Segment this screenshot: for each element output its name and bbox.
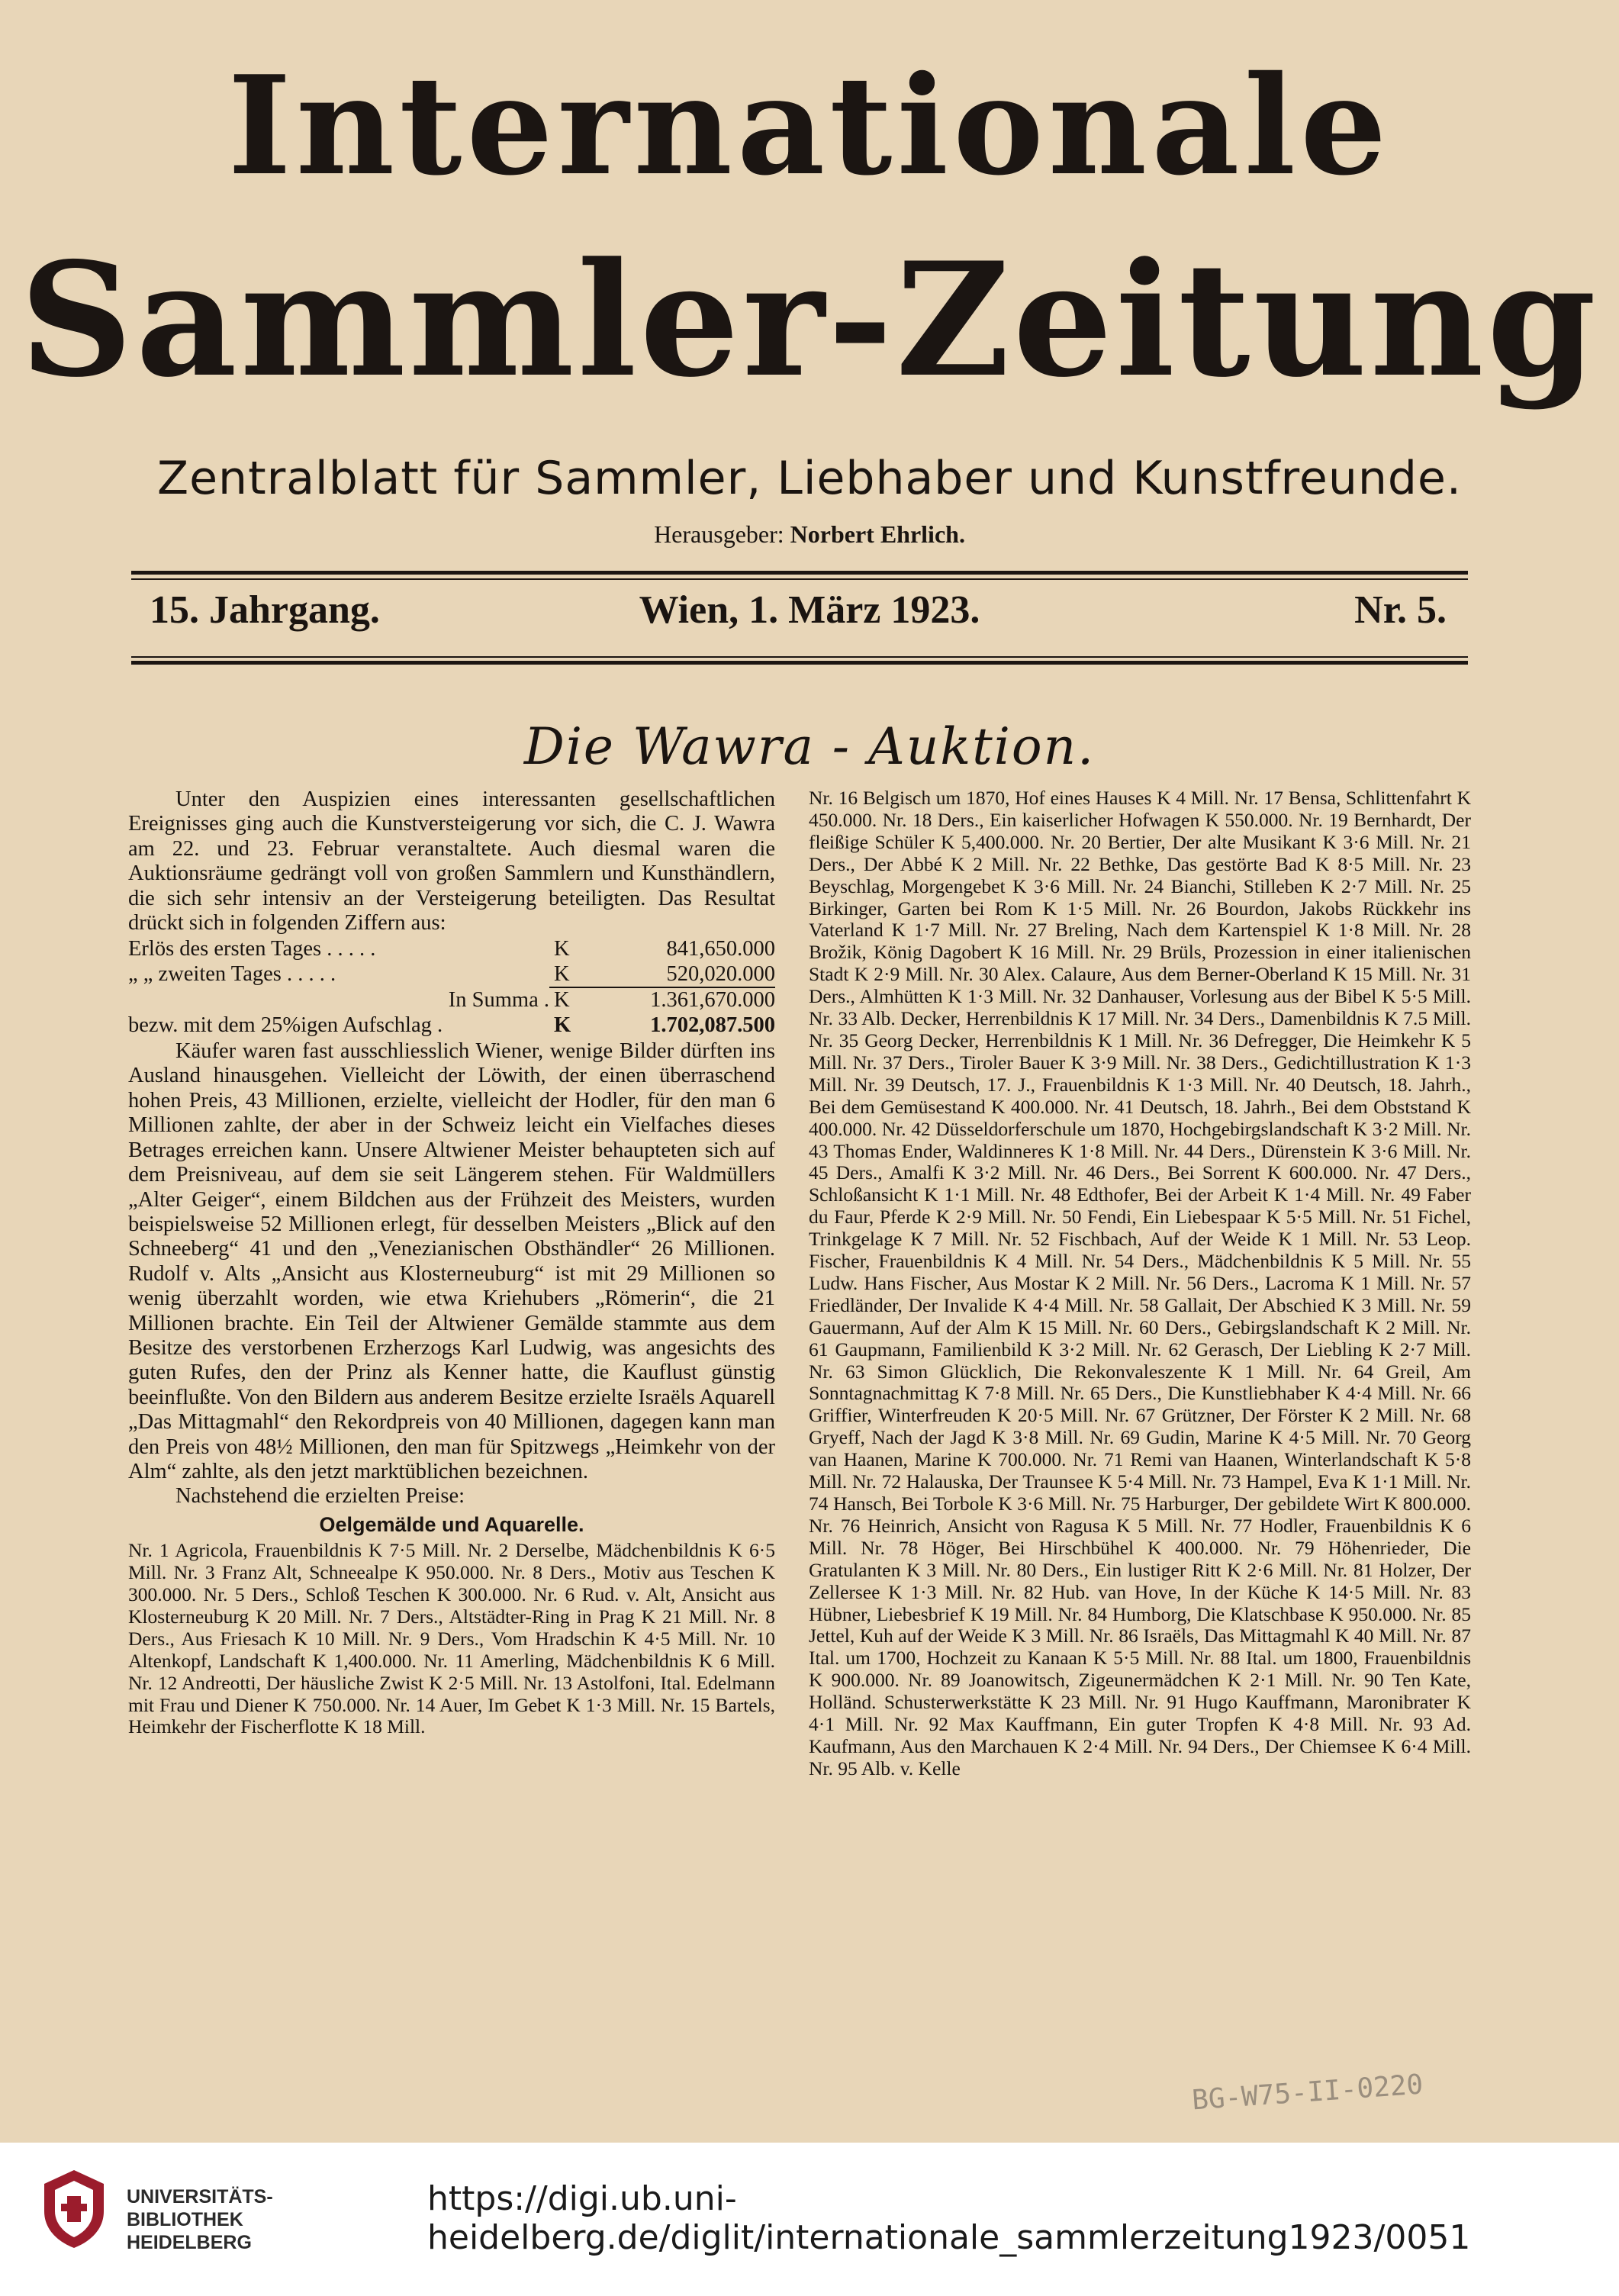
logo-line: UNIVERSITÄTS- — [127, 2186, 273, 2207]
result-currency: K — [554, 988, 570, 1013]
masthead-title-line2: Sammler-Zeitung — [19, 229, 1600, 412]
result-amount: 520,020.000 — [584, 962, 775, 988]
result-amount: 1.361,670.000 — [650, 988, 775, 1013]
publisher-line — [0, 520, 1619, 549]
university-seal-icon — [40, 2167, 108, 2251]
library-stamp: BG-W75-II-0220 — [1190, 2069, 1424, 2117]
issue-place-date: Wien, 1. März 1923. — [639, 588, 980, 632]
masthead-rule-top-thin — [131, 578, 1468, 580]
publisher-name: Norbert Ehrlich. — [790, 520, 965, 548]
result-currency: K — [554, 1013, 571, 1037]
result-currency: K — [549, 962, 584, 988]
issue-number: Nr. 5. — [1354, 588, 1447, 632]
prices-list-left: Nr. 1 Agricola, Frauenbildnis K 7·5 Mill. Nr. 2 Derselbe, Mädchenbildnis K 6·5 Mill. Nr. 3 Franz Alt, Schneealpe K 950.000. Nr. 8 Ders., Motiv aus Teschen K 300.000. Nr. 5 Ders., Schloß Teschen K 300.000. Nr. 6 Rud. v. Alt, Ansicht aus Klosterneuburg K 20 Mill. Nr. 7 Ders., Altstädter-Ring in Prag K 21 Mill. Nr. 8 Ders., Aus Friesach K 10 Mill. Nr. 9 Ders., Vom Hradschin K 4·5 Mill. Nr. 10 Altenkopf, Landschaft K 1,400.000. Nr. 11 Amerling, Mädchenbildnis K 6 Mill. Nr. 12 Andreotti, Der häusliche Zwist K 2·5 Mill. Nr. 13 Astolfoni, Ital. Edelmann mit Frau und Diener K 750.000. Nr. 14 Auer, Im Gebet K 1·3 Mill. Nr. 15 Bartels, Heimkehr der Fischerflotte K 18 Mill. — [128, 1539, 775, 1738]
result-label: bezw. mit dem 25%igen Aufschlag . — [128, 1013, 443, 1037]
masthead-title-line1: Internationale — [227, 46, 1392, 205]
prices-list-right: Nr. 16 Belgisch um 1870, Hof eines Hauses K 4 Mill. Nr. 17 Bensa, Schlittenfahrt K 450.000. Nr. 18 Ders., Ein kaiserlicher Hofwagen K 550.000. Nr. 19 Bernhardt, Der fleißige Schüler K 5,400.000. Nr. 20 Bertier, Der alte Musikant K 3·6 Mill. Nr. 21 Ders., Der Abbé K 2 Mill. Nr. 22 Bethke, Das gestörte Bad K 8·5 Mill. Nr. 23 Beyschlag, Morgengebet K 3·6 Mill. Nr. 24 Bianchi, Stilleben K 2·7 Mill. Nr. 25 Birkinger, Garten bei Rom K 1·5 Mill. Nr. 26 Bourdon, Jakobs Rückkehr ins Vaterland K 1·7 Mill. Nr. 27 Breling, Nach dem Kartenspiel K 1·8 Mill. Nr. 28 Brožik, König Dagobert K 16 Mill. Nr. 29 Brüls, Prozession in einer italienischen Stadt K 2·9 Mill. Nr. 30 Alex. Calaure, Aus dem Berner-Oberland K 15 Mill. Nr. 31 Ders., Almhütten K 1·3 Mill. Nr. 32 Danhauser, Vorlesung aus der Bibel K 5·5 Mill. Nr. 33 Alb. Decker, Herrenbildnis K 17 Mill. Nr. 34 Ders., Damenbildnis K 7.5 Mill. Nr. 35 Georg Decker, Herrenbildnis K 1 Mill. Nr. 36 Defregger, Die Heimkehr K 5 Mill. Nr. 37 Ders., Tiroler Bauer K 3·9 Mill. Nr. 38 Ders., Gedichtillustration K 1·3 Mill. Nr. 39 Deutsch, 17. J., Frauenbildnis K 1·3 Mill. Nr. 40 Deutsch, 18. Jahrh., Bei dem Gemüsestand K 400.000. Nr. 41 Deutsch, 18. Jahrh., Bei dem Obststand K 400.000. Nr. 42 Düsseldorferschule um 1870, Hochgebirgslandschaft K 3·2 Mill. Nr. 43 Thomas Ender, Waldinneres K 1·8 Mill. Nr. 44 Ders., Dürenstein K 3·6 Mill. Nr. 45 Ders., Amalfi K 3·2 Mill. Nr. 46 Ders., Bei Sorrent K 600.000. Nr. 47 Ders., Schloßansicht K 1·1 Mill. Nr. 48 Edthofer, Bei der Arbeit K 1·4 Mill. Nr. 49 Faber du Faur, Pferde K 2·9 Mill. Nr. 50 Fendi, Ein Liebespaar K 5·5 Mill. Nr. 51 Fichel, Trinkgelage K 7 Mill. Nr. 52 Fischbach, Auf der Weide K 1 Mill. Nr. 53 Leop. Fischer, Frauenbildnis K 4 Mill. Nr. 54 Ders., Mädchenbildnis K 5 Mill. Nr. 55 Ludw. Hans Fischer, Aus Mostar K 2 Mill. Nr. 56 Ders., Lacroma K 1 Mill. Nr. 57 Friedländer, Der Invalide K 4·4 Mill. Nr. 58 Gallait, Der Abschied K 3 Mill. Nr. 59 Gauermann, Auf der Alm K 15 Mill. Nr. 60 Ders., Gebirgslandschaft K 2 Mill. Nr. 61 Gaupmann, Familienbild K 3·2 Mill. Nr. 62 Gerasch, Der Liebling K 2·7 Mill. Nr. 63 Simon Glücklich, Die Rekonvaleszente K 1 Mill. Nr. 64 Greil, Am Sonntagnachmittag K 7·8 Mill. Nr. 65 Ders., Die Kunstliebhaber K 4·4 Mill. Nr. 66 Griffier, Winterfreuden K 20·5 Mill. Nr. 67 Grützner, Der Förster K 2 Mill. Nr. 68 Gryeff, Nach der Jagd K 3·8 Mill. Nr. 69 Gudin, Marine K 4·5 Mill. Nr. 70 Georg van Haanen, Marine K 700.000. Nr. 71 Remi van Haanen, Winterlandschaft K 5·8 Mill. Nr. 72 Halauska, Der Traunsee K 5·4 Mill. Nr. 73 Hampel, Eva K 1·1 Mill. Nr. 74 Hansch, Bei Torbole K 3·6 Mill. Nr. 75 Harburger, Der gebildete Wirt K 800.000. Nr. 76 Heinrich, Ansicht von Ragusa K 5 Mill. Nr. 77 Hodler, Frauenbildnis K 6 Mill. Nr. 78 Höger, Bei Hirschbühel K 400.000. Nr. 79 Höhenrieder, Die Gratulanten K 3 Mill. Nr. 80 Ders., Ein lustiger Ritt K 2·6 Mill. Nr. 81 Holzer, Der Zellersee K 1·3 Mill. Nr. 82 Hub. van Hove, In der Küche K 14·5 Mill. Nr. 83 Hübner, Liebesbrief K 19 Mill. Nr. 84 Humborg, Die Klatschbase K 950.000. Nr. 85 Jettel, Kuh auf der Weide K 3 Mill. Nr. 86 Israëls, Das Mittagmahl K 40 Mill. Nr. 87 Ital. um 1700, Hochzeit zu Kanaan K 5·5 Mill. Nr. 88 Ital. um 1800, Frauenbildnis K 900.000. Nr. 89 Joanowitsch, Zigeunermädchen K 2·1 Mill. Nr. 90 Ten Kate, Holländ. Schusterwerkstätte K 23 Mill. Nr. 91 Hugo Kauffmann, Maronibrater K 4·1 Mill. Nr. 92 Max Kauffmann, Ein guter Tropfen K 4·8 Mill. Nr. 93 Ad. Kaufmann, Aus den Marchauen K 2·4 Mill. Nr. 94 Ders., Der Chiemsee K 6·4 Mill. Nr. 95 Alb. v. Kelle — [809, 787, 1471, 1779]
result-label: Erlös des ersten Tages . . . . . — [128, 937, 376, 961]
result-amount: 841,650.000 — [666, 937, 775, 961]
masthead-rule-bottom-thick — [131, 661, 1468, 665]
logo-line: BIBLIOTHEK — [127, 2209, 243, 2230]
result-label: In Summa . — [448, 988, 549, 1013]
article-column-right — [809, 787, 1471, 1780]
logo-line: HEIDELBERG — [127, 2232, 252, 2253]
masthead-rule-top-thick — [131, 571, 1468, 575]
article-intro: Unter den Auspizien eines interessanten gesellschaftlichen Ereignisses ging auch die Kunstversteigerung vor sich, die C. J. Wawra am 22. und 23. Februar veranstaltete. Auch diesmal waren die Auktionsräume gedrängt voll von großen Sammlern und Kunsthändlern, die sich sehr intensiv an der Versteigerung beteiligten. Das Resultat drückt sich in folgenden Ziffern aus: — [128, 787, 775, 935]
result-label: „ „ zweiten Tages . . . . . — [128, 961, 336, 986]
section-heading: Oelgemälde und Aquarelle. — [319, 1512, 584, 1536]
article-title: Die Wawra - Auktion. — [523, 717, 1096, 776]
article-column-left — [128, 787, 775, 1738]
issue-volume: 15. Jahrgang. — [150, 588, 380, 632]
result-amount: 1.702,087.500 — [650, 1013, 775, 1037]
publisher-label: Herausgeber: — [654, 520, 784, 548]
masthead-subtitle: Zentralblatt für Sammler, Liebhaber und Kunstfreunde. — [157, 452, 1462, 505]
article-body: Käufer waren fast ausschliesslich Wiener, wenige Bilder dürften ins Ausland hinausgehen. Vielleicht der Löwith, der einen überraschend hohen Preis, 43 Millionen, erzielte, vielleicht der Hodler, für den man 6 Millionen zahlte, der aber in der Schweiz leicht ein Vielfaches dieses Betrages erreichen kann. Unsere Altwiener Meister behaupteten sich auf dem Preisniveau, auf dem sie seit Längerem stehen. Für Waldmüllers „Alter Geiger“, einem Bildchen aus der Frühzeit des Meisters, wurden beispielsweise 52 Millionen erlegt, für desselben Meisters „Blick auf den Schneeberg“ 41 und den „Venezianischen Obsthändler“ 26 Millionen. Rudolf v. Alts „Ansicht aus Klosterneuburg“ ist mit 29 Millionen so wenig überzahlt worden, wie etwa Kriehubers „Römerin“, die 21 Millionen brachte. Ein Teil der Altwiener Gemälde stammte aus dem Besitze des verstorbenen Erzherzogs Karl Ludwig, was angesichts des guten Rufes, den der Prinz als Kenner hatte, die Kauflust günstig beeinflußte. Von den Bildern aus anderem Besitze erzielte Israëls Aquarell „Das Mittagmahl“ den Rekordpreis von 40 Millionen, dagegen kann man den Preis von 48½ Millionen, den man für Spitzwegs „Heimkehr von der Alm“ zahlte, als den jetzt marktüblichen bezeichnen. — [128, 1039, 775, 1483]
result-currency: K — [554, 937, 570, 961]
source-url-link[interactable]: https://digi.ub.uni-heidelberg.de/diglit/internationale_sammlerzeitung1923/0051 — [427, 2179, 1471, 2257]
library-logo-text — [127, 2185, 273, 2254]
prices-intro: Nachstehend die erzielten Preise: — [175, 1484, 465, 1509]
footer-bar — [0, 2143, 1619, 2296]
masthead-rule-bottom-thin — [131, 656, 1468, 658]
results-table — [128, 937, 775, 1038]
